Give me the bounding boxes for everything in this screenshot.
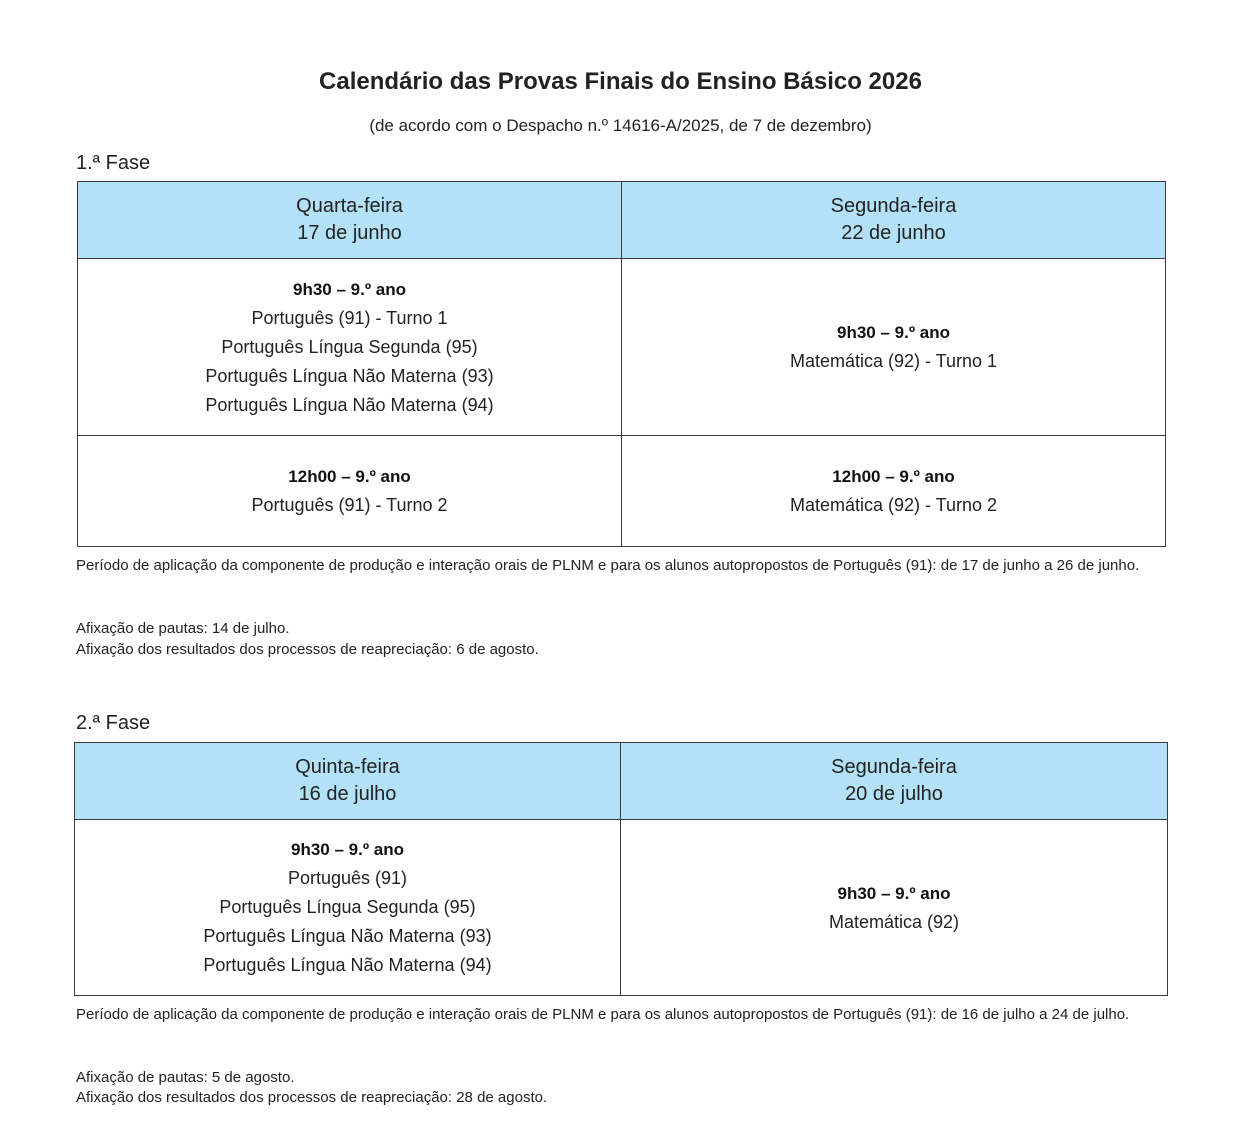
exam-item: Português (91): [287, 868, 408, 888]
phase2-header-row: [75, 743, 1168, 820]
phase2-day2-date: 20 de julho: [845, 783, 943, 805]
exam-item: Português Língua Segunda (95): [221, 336, 478, 357]
phase2-day1-header: [75, 743, 621, 820]
phase1-day2-morning-cell: [622, 259, 1166, 436]
exam-time: 9h30 – 9.º ano: [293, 279, 406, 299]
exam-item: Matemática (92) - Turno 2: [789, 495, 998, 515]
phase2-day2-morning-cell: [621, 820, 1168, 996]
exam-item: Português Língua Não Materna (93): [203, 926, 492, 946]
exam-time: 9h30 – 9.º ano: [837, 883, 951, 903]
phase1-day1-morning-cell: [78, 259, 622, 436]
phase2-table: [74, 742, 1168, 996]
phase1-day2-weekday: Segunda-feira: [830, 195, 957, 217]
phase1-results-note: Afixação dos resultados dos processos de reapreciação: 6 de agosto.: [76, 641, 539, 658]
phase1-day2-header: [622, 182, 1166, 259]
phase2-day2-weekday: Segunda-feira: [831, 756, 957, 778]
phase1-day2-date: 22 de junho: [841, 222, 946, 244]
exam-item: Matemática (92): [828, 911, 960, 932]
phase2-day1-date: 16 de julho: [298, 783, 397, 805]
exam-item: Matemática (92) - Turno 1: [789, 351, 998, 371]
phase1-header-row: [78, 182, 1166, 259]
phase2-day1-weekday: Quinta-feira: [295, 756, 400, 778]
phase2-results-note: Afixação dos resultados dos processos de reapreciação: 28 de agosto.: [76, 1089, 548, 1106]
exam-time: 9h30 – 9.º ano: [291, 840, 404, 859]
phase2-pautas-note: Afixação de pautas: 5 de agosto.: [76, 1069, 295, 1086]
exam-item: Português Língua Não Materna (94): [205, 394, 494, 415]
phase1-noon-row: [78, 436, 1166, 547]
phase1-period-note: Período de aplicação da componente de produção e interação orais de PLNM e para os alunos autopropostos de Português (91): de 17 de junho a 26 de junho.: [76, 557, 1140, 574]
exam-item: Português Língua Não Materna (93): [205, 365, 494, 386]
phase1-table: [77, 181, 1166, 547]
phase1-day1-header: [78, 182, 622, 259]
exam-time: 12h00 – 9.º ano: [288, 467, 411, 486]
phase1-day2-noon-cell: [622, 436, 1166, 547]
phase1-day1-weekday: Quarta-feira: [296, 195, 403, 217]
exam-item: Português Língua Segunda (95): [219, 897, 476, 917]
phase2-morning-row: [75, 820, 1168, 996]
phase1-label: 1.ª Fase: [76, 152, 151, 174]
page-title: Calendário das Provas Finais do Ensino Básico 2026: [319, 68, 922, 95]
phase2-day1-morning-cell: [75, 820, 621, 996]
exam-item: Português Língua Não Materna (94): [203, 955, 492, 975]
phase1-day1-noon-cell: [78, 436, 622, 547]
phase2-label: 2.ª Fase: [76, 712, 151, 734]
phase1-morning-row: [78, 259, 1166, 436]
phase1-pautas-note: Afixação de pautas: 14 de julho.: [76, 620, 290, 637]
page-subtitle: (de acordo com o Despacho n.º 14616-A/2025, de 7 de dezembro): [369, 116, 872, 135]
exam-time: 12h00 – 9.º ano: [832, 467, 955, 486]
exam-time: 9h30 – 9.º ano: [837, 323, 950, 342]
phase2-day2-header: [621, 743, 1168, 820]
phase2-period-note: Período de aplicação da componente de produção e interação orais de PLNM e para os alunos autopropostos de Português (91): de 16 de julho a 24 de julho.: [76, 1006, 1130, 1023]
exam-item: Português (91) - Turno 1: [251, 307, 448, 328]
phase1-day1-date: 17 de junho: [297, 222, 402, 244]
exam-item: Português (91) - Turno 2: [251, 495, 448, 515]
